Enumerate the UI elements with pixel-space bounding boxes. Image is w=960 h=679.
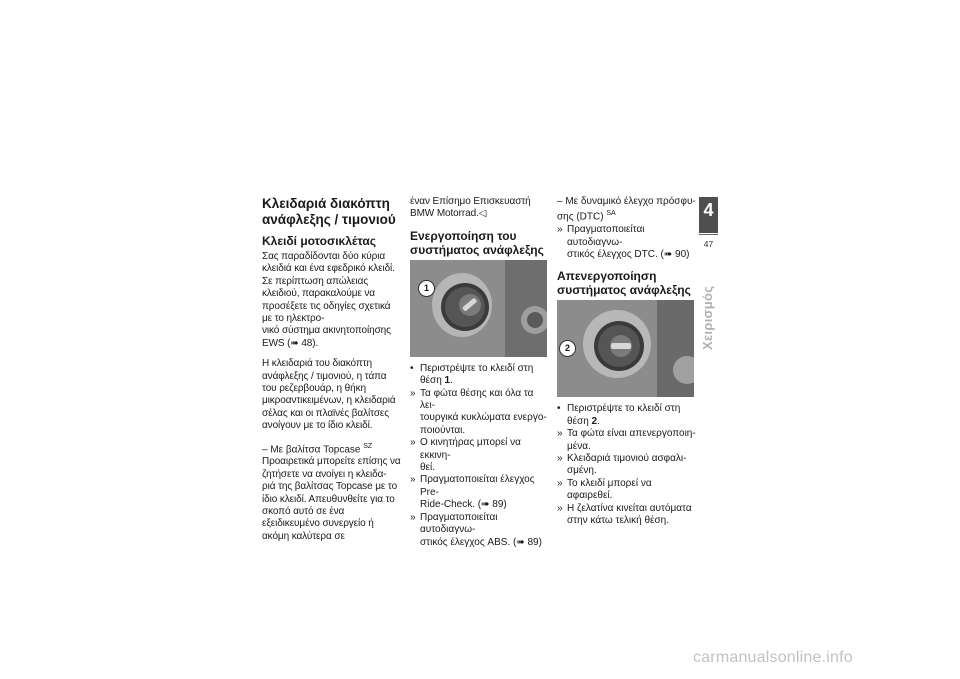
chapter-tab <box>699 197 718 233</box>
paragraph-same-key: Η κλειδαριά του διακόπτη ανάφλεξης / τιμονιού, η τάπα του ρεζερβουάρ, η θήκη μικροαντικειμένων, η κλειδαριά σέλας και οι πλαϊνές βαλίτσες ανοίγουν με το ίδιο κλειδί. <box>262 358 396 432</box>
ignition-off-list <box>557 403 697 527</box>
paragraph-continued: έναν Επίσημο Επισκευαστή BMW Motorrad.◁ <box>410 196 531 220</box>
section-side-label: Χειρισμός <box>700 285 715 350</box>
section-title-ignition-on: Ενεργοποίηση του συστήματος ανάφλεξης <box>410 228 544 257</box>
section-title-ignition-lock: Κλειδαριά διακόπτη ανάφλεξης / τιμονιού <box>262 196 396 227</box>
list-item: • Περιστρέψτε το κλειδί στη θέση 1. <box>410 362 534 387</box>
list-item: » Πραγματοποιείται έλεγχος Pre- Ride-Check. (➠ 89) <box>410 474 535 511</box>
column-3 <box>557 196 697 527</box>
section-title-ignition-off: Απενεργοποίηση συστήματος ανάφλεξης <box>557 269 691 298</box>
option-dtc <box>557 196 697 224</box>
tab-divider <box>699 234 718 235</box>
list-item: » Ο κινητήρας μπορεί να εκκινη- θεί. <box>410 437 521 474</box>
list-item: » Το κλειδί μπορεί να αφαιρεθεί. <box>557 477 652 502</box>
list-item: » Τα φώτα είναι απενεργοποιη- μένα. <box>557 428 696 452</box>
paragraph-topcase: Προαιρετικά μπορείτε επίσης να ζητήσετε να ανοίγει η κλειδα- ριά της βαλίτσας Topcase με το ίδιο κλειδί. Απευθυνθείτε για το σκοπό αυτό σε ένα εξειδικευμένο συνεργείο ή ακόμη καλύτερα σε <box>262 456 401 542</box>
option-topcase <box>262 441 402 457</box>
list-item: » Τα φώτα θέσης και όλα τα λει- τουργικά κυκλώματα ενεργο- ποιούνται. <box>410 387 547 436</box>
column-1 <box>262 196 402 543</box>
option-dtc-code: SA <box>606 210 616 218</box>
callout-position-2: 2 <box>559 340 576 357</box>
option-topcase-label: – Με βαλίτσα Topcase <box>262 444 361 456</box>
list-item: » Πραγματοποιείται αυτοδιαγνω- στικός έλεγχος DTC. (➠ 90) <box>557 224 690 260</box>
subsection-title-key: Κλειδί μοτοσικλέτας <box>262 234 376 248</box>
list-item: » Πραγματοποιείται αυτοδιαγνω- στικός έλεγχος ABS. (➠ 89) <box>410 511 542 548</box>
ignition-lock-photo-off <box>557 300 694 397</box>
callout-position-1: 1 <box>418 280 435 297</box>
list-item: » Κλειδαριά τιμονιού ασφαλι- σμένη. <box>557 452 687 477</box>
page-number: 47 <box>703 239 714 249</box>
option-topcase-code: SZ <box>363 442 373 450</box>
ignition-lock-photo-on <box>410 260 547 357</box>
chapter-number: 4 <box>703 200 714 220</box>
option-dtc-label: – Με δυναμικό έλεγχο πρόσφυ- σης (DTC) <box>557 196 696 223</box>
list-item: • Περιστρέψτε το κλειδί στη θέση 2. <box>557 403 681 427</box>
list-item: » Η ζελατίνα κινείται αυτόματα στην κάτω τελική θέση. <box>557 502 692 527</box>
dtc-list <box>557 224 697 261</box>
paragraph-keys: Σας παραδίδονται δύο κύρια κλειδιά και ένα εφεδρικό κλειδί. Σε περίπτωση απώλειας κλειδιού, παρακαλούμε να προσέξετε τις οδηγίες σχετικά με το ηλεκτρο- νικό σύστημα ακινητοποίησης EWS (➠ 48). <box>262 251 395 349</box>
watermark: carmanualsonline.info <box>693 649 853 666</box>
column-2 <box>410 196 550 549</box>
ignition-on-list <box>410 363 550 549</box>
